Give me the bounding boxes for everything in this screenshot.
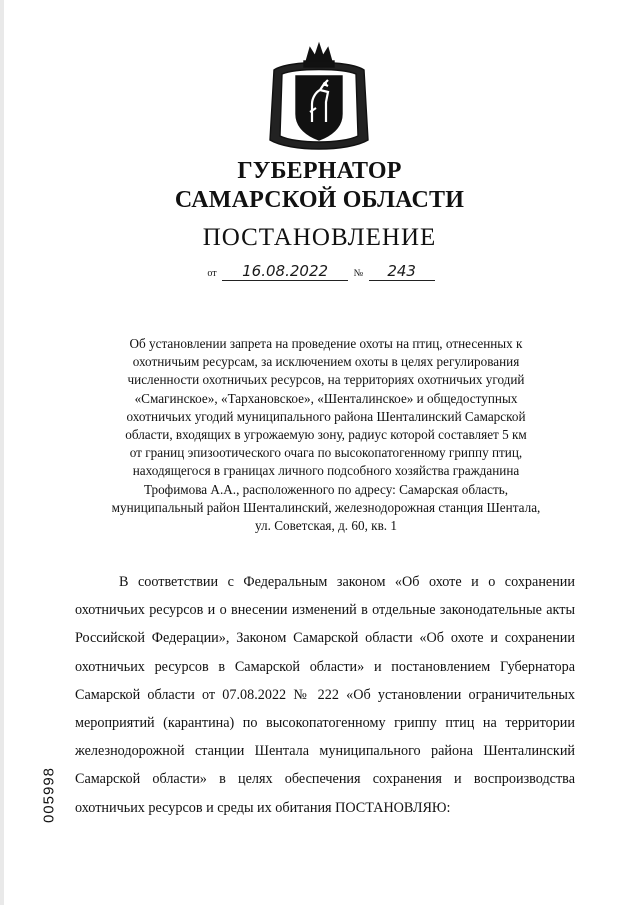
- subject-line: находящегося в границах личного подсобного хозяйства гражданина: [132, 463, 520, 479]
- subject-line: ул. Советская, д. 60, кв. 1: [255, 518, 397, 534]
- governor-heading: [0, 157, 639, 215]
- subject-line: Об установлении запрета на проведение охоты на птиц, отнесенных к: [129, 336, 523, 351]
- registration-stamp: [38, 760, 60, 830]
- handwritten-date: 16.08.2022: [222, 262, 348, 281]
- number-prefix: №: [353, 268, 364, 279]
- heading-line-1: ГУБЕРНАТОР: [237, 158, 402, 184]
- decree-subject: [88, 335, 564, 535]
- subject-line: области, входящих в угрожаемую зону, радиус которой составляет 5 км: [125, 427, 527, 443]
- subject-line: охотничьим ресурсам, за исключением охоты в целях регулирования: [132, 354, 520, 370]
- subject-line: «Смагинское», «Тархановское», «Шенталинское» и общедоступных: [134, 390, 518, 406]
- body-paragraph: В соответствии с Федеральным законом «Об охоте и о сохранении охотничьих ресурсов и о внесении изменений в отдельные законодательные акты Российской Федерации», Законом Самарской области «Об охоте и сохранении охотничьих ресурсов в Самарской области» и постановлением Губернатора Самарской области от 07.08.2022 № 222 «Об установлении ограничительных мероприятий (карантина) по высокопатогенному гриппу птиц на территории железнодорожной станции Шентала муниципального района Шенталинский Самарской области» в целях обеспечения сохранения и воспроизводства охотничьих ресурсов и среды их обитания ПОСТАНОВЛЯЮ:: [75, 574, 575, 816]
- coat-of-arms-icon: [268, 40, 370, 158]
- date-number-line: [0, 262, 639, 281]
- subject-line: муниципальный район Шенталинский, железнодорожная станция Шентала,: [111, 499, 541, 515]
- document-type: ПОСТАНОВЛЕНИЕ: [202, 224, 437, 251]
- subject-line: охотничьих угодий муниципального района Шенталинский Самарской: [126, 408, 526, 424]
- stamp-serial: 005998: [40, 766, 58, 824]
- handwritten-number: 243: [369, 262, 435, 281]
- scan-edge: [0, 0, 4, 905]
- subject-line: от границ эпизоотического очага по высокопатогенному гриппу птиц,: [129, 445, 523, 461]
- subject-line: Трофимова А.А., расположенного по адресу: Самарская область,: [143, 481, 509, 497]
- date-prefix: от: [207, 268, 217, 279]
- heading-line-2: САМАРСКОЙ ОБЛАСТИ: [174, 187, 465, 213]
- subject-line: численности охотничьих ресурсов, на территориях охотничьих угодий: [127, 372, 525, 388]
